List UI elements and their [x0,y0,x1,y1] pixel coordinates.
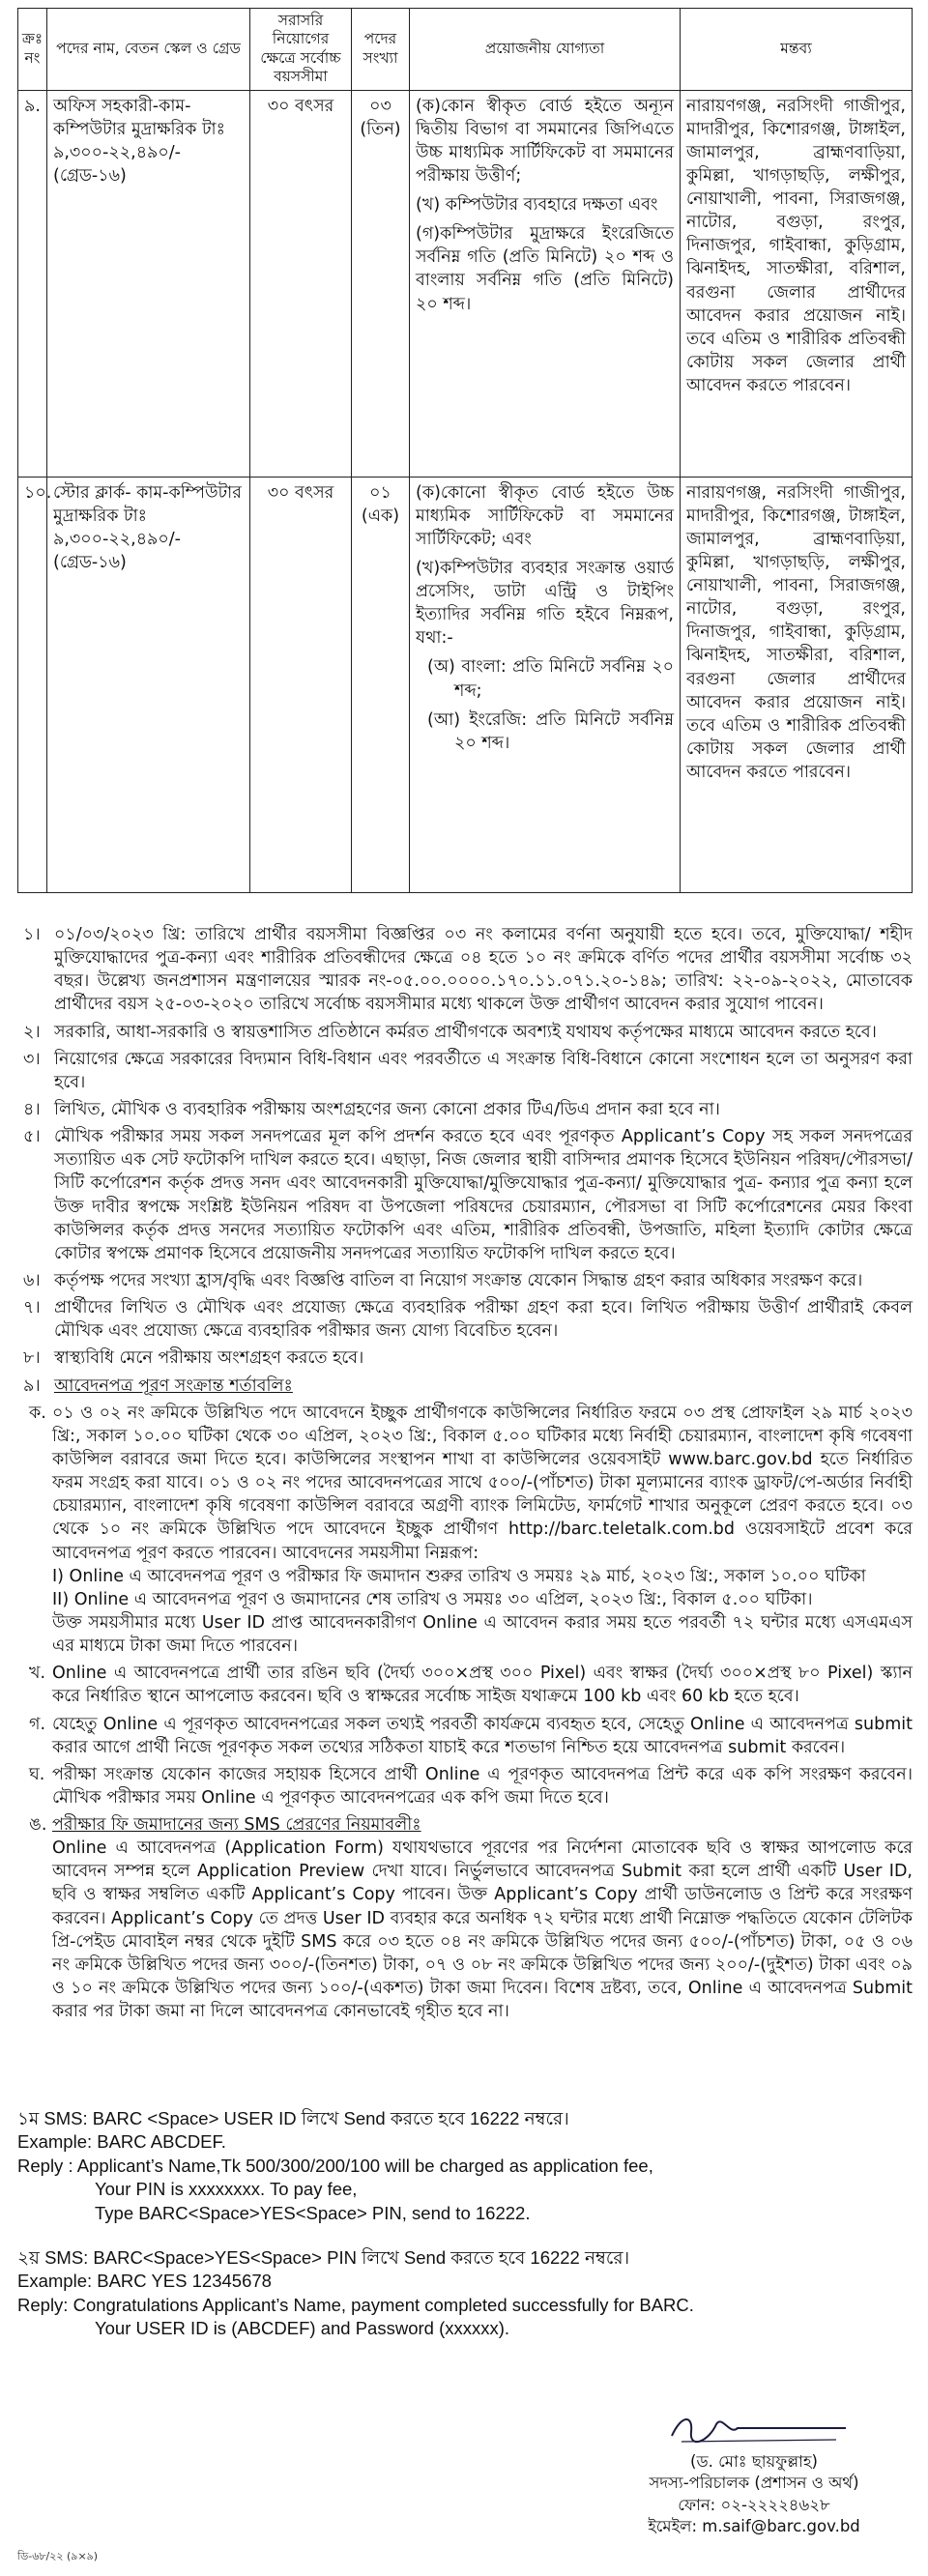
item-number: ৮। [23,1348,41,1369]
sms-second: ২য় SMS: BARC<Space>YES<Space> PIN লিখে Send করতে হবে 16222 নম্বরে। [17,2247,630,2269]
vacancy-table [17,8,913,893]
sub-item-title: পরীক্ষার ফি জমাদানের জন্য SMS প্রেরণের নিয়মাবলীঃ [52,1815,421,1836]
item-text: ০১/০৩/২০২৩ খ্রি: তারিখে প্রার্থীর বয়সসীমা বিজ্ঞপ্তির ০৩ নং কলামের বর্ণনা অনুযায়ী হতে হবে। তবে, মুক্তিযোদ্ধা/ শহীদ মুক্তিযোদ্ধাদের পুত্র-কন্যা এবং শারীরিক প্রতিবন্ধীদের ক্ষেত্রে ০৪ হতে ১০ নং ক্রমিকে বর্ণিত পদের প্রার্থীর বয়সসীমা সর্বোচ্চ ৩২ বছর। উল্লেখ্য জনপ্রশাসন মন্ত্রণালয়ের স্মারক নং-০৫.০০.০০০০.১৭০.১১.০৭১.২০-১৪৯; তারিখ: ২২-০৯-২০২২, মোতাবেক প্রার্থীদের বয়স ২৫-০৩-২০২০ তারিখে সর্বোচ্চ বয়সসীমার মধ্যে থাকলে উক্ত প্রার্থীগণ আবেদন করার সুযোগ পাবেন। [54,925,913,1015]
sub-item-text: যেহেতু Online এ পূরণকৃত আবেদনপত্রের সকল তথ্যই পরবর্তী কার্যক্রমে ব্যবহৃত হবে, সেহেতু Online এ আবেদনপত্র submit করার আগে প্রার্থী নিজে পূরণকৃত সকল তথ্যের সঠিকতা যাচাই করে শতভাগ নিশ্চিত হয়ে আবেদনপত্র submit করবেন। [52,1714,913,1757]
sub-item [14,1402,913,1659]
sms-first-reply: Reply : Applicant’s Name,Tk 500/300/200/100 will be charged as application fee, [17,2155,653,2176]
header-remarks: মন্তব্য [681,9,913,91]
row-remarks: নারায়ণগঞ্জ, নরসিংদী গাজীপুর, মাদারীপুর, কিশোরগঞ্জ, টাঙ্গাইল, জামালপুর, ব্রাহ্মণবাড়িয়া, কুমিল্লা, খাগড়াছড়ি, লক্ষীপুর, নোয়াখালী, পাবনা, সিরাজগঞ্জ, নাটোর, বগুড়া, রংপুর, দিনাজপুর, গাইবান্ধা, কুড়িগ্রাম, ঝিনাইদহ, সাতক্ষীরা, বরিশাল, বরগুনা জেলার প্রার্থীদের আবেদন করার প্রয়োজন নাই। তবে এতিম ও শারীরিক প্রতিবন্ধী কোটায় সকল জেলার প্রার্থী আবেদন করতে পারবেন। [681,90,913,477]
signatory-phone: ফোন: ০২-২২২২৪৬২৮ [678,2495,830,2514]
row-post-count [352,90,410,477]
sms-first: ১ম SMS: BARC <Space> USER ID লিখে Send করতে হবে 16222 নম্বরে। [17,2108,569,2128]
signatory-name: (ড. মোঃ ছায়ফুল্লাহ) [690,2452,818,2471]
handwritten-signature [652,2407,856,2449]
list-item [14,1346,913,1370]
item-text: নিয়োগের ক্ষেত্রে সরকারের বিদ্যমান বিধি-বিধান এবং পরবর্তীতে এ সংক্রান্ত বিধি-বিধানে কোনো সংশোধন হলে তা অনুসরণ করা হবে। [54,1049,913,1092]
row-age-limit: ৩০ বৎসর [250,90,352,477]
item-number: ৭। [23,1298,41,1318]
sms-second-reply: Reply: Congratulations Applicant’s Name, payment completed successfully for BARC. [17,2294,694,2315]
application-conditions [14,1375,913,1398]
row-post-name: অফিস সহকারী-কাম-কম্পিউটার মুদ্রাক্ষরিক টাঃ ৯,৩০০-২২,৪৯০/- (গ্রেড-১৬) [47,90,250,477]
sub-item-label: গ. [29,1714,46,1734]
list-item [14,923,913,1017]
sms-first-reply-type: Type BARC<Space>YES<Space> PIN, send to 16222. [95,2202,531,2223]
row-post-name: স্টোর ক্লার্ক- কাম-কম্পিউটার মুদ্রাক্ষরিক টাঃ ৯,৩০০-২২,৪৯০/- (গ্রেড-১৬) [47,477,250,892]
sub-item-label: ক. [29,1403,46,1423]
sub-item-body [52,1813,913,2023]
item-text: সরকারি, আধা-সরকারি ও স্বায়ত্তশাসিত প্রতিষ্ঠানে কর্মরত প্রার্থীগণকে অবশ্যই যথাযথ কর্তৃপক্ষের মাধ্যমে আবেদন করতে হবে। [54,1022,877,1042]
sub-item-text: ০১ ও ০২ নং ক্রমিকে উল্লিখিত পদে আবেদনে ইচ্ছুক প্রার্থীগণকে কাউন্সিলের নির্ধারিত ফরমে ০৩ প্রস্থ প্রোফাইল ২৯ মার্চ ২০২৩ খ্রি:, সকাল ১০.০০ ঘটিকা থেকে ৩০ এপ্রিল, ২০২৩ খ্রি:, বিকাল ৫.০০ ঘটিকার মধ্যে নির্বাহী চেয়ারম্যান, বাংলাদেশ কৃষি গবেষণা কাউন্সিল বরাবরে জমা দিতে হবে। কাউন্সিলের সংস্থাপন শাখা বা কাউন্সিলের ওয়েবসাইট www.barc.gov.bd হতে নির্ধারিত ফরম সংগ্রহ করা যাবে। ০১ ও ০২ নং পদের আবেদনপত্রের সাথে ৫০০/-(পাঁচশত) টাকা মূল্যমানের ব্যাংক ড্রাফট/পে-অর্ডার নির্বাহী চেয়ারম্যান, বাংলাদেশ কৃষি গবেষণা কাউন্সিল বরাবরে অগ্রণী ব্যাংক লিমিটেড, ফার্মগেট শাখার অনুকূলে প্রেরণ করতে হবে। ০৩ থেকে ১০ নং ক্রমিকে উল্লিখিত পদে আবেদনে ইচ্ছুক প্রার্থীগণ http://barc.teletalk.com.bd ওয়েবসাইটে প্রবেশ করে আবেদনপত্র পূরণ করতে পারবেন। আবেদনের সময়সীমা নিম্নরূপ: [52,1403,913,1563]
item-text: স্বাস্থ্যবিধি মেনে পরীক্ষায় অংশগ্রহণ করতে হবে। [54,1348,364,1369]
conditions-list [14,923,913,2027]
sub-item-text: পরীক্ষা সংক্রান্ত যেকোন কাজের সহায়ক হিসেবে প্রার্থী Online এ পূরণকৃত আবেদনপত্র প্রিন্ট করে এক কপি সংরক্ষণ করবেন। মৌখিক পরীক্ষার সময় Online এ পূরণকৃত আবেদনপত্রের এক কপি জমা দিতে হবে। [52,1764,913,1808]
table-header-row [18,9,913,91]
list-item [14,1296,913,1343]
sub-item-text: Online এ আবেদনপত্র (Application Form) যথাযথভাবে পূরণের পর নির্দেশনা মোতাবেক ছবি ও স্বাক্ষর আপলোড করে আবেদন সম্পন্ন হলে Application Preview দেখা যাবে। নির্ভুলভাবে আবেদনপত্র Submit করা হলে প্রার্থী একটি User ID, ছবি ও স্বাক্ষর সম্বলিত একটি Applicant’s Copy পাবেন। উক্ত Applicant’s Copy প্রার্থী ডাউনলোড ও প্রিন্ট করে সংরক্ষণ করবেন। Applicant’s Copy তে প্রদত্ত User ID ব্যবহার করে অনধিক ৭২ ঘন্টার মধ্যে প্রার্থী নিম্নোক্ত পদ্ধতিতে যেকোন টেলিটক প্রি-পেইড মোবাইল নম্বর থেকে দুইটি SMS করে ০৩ হতে ০৪ নং ক্রমিকে উল্লিখিত পদের জন্য ৫০০/-(পাঁচশত) টাকা, ০৫ ও ০৬ নং ক্রমিকে উল্লিখিত পদের জন্য ৩০০/-(তিনশত) টাকা, ০৭ ও ০৮ নং ক্রমিকে উল্লিখিত পদের জন্য ২০০/-(দুইশত) টাকা এবং ০৯ ও ১০ নং ক্রমিকে উল্লিখিত পদের জন্য ১০০/-(একশত) টাকা জমা দিবেন। বিশেষ দ্রষ্টব্য, তবে, Online এ আবেদনপত্র Submit করার পর টাকা জমা না দিলে আবেদনপত্র কোনভাবেই গৃহীত হবে না। [52,1838,913,2022]
sub-item-text: II) Online এ আবেদনপত্র পূরণ ও জমাদানের শেষ তারিখ ও সময়ঃ ৩০ এপ্রিল, ২০২৩ খ্রি:, বিকাল ৫.০০ ঘটিকা। [52,1589,813,1609]
row-sl: ১০. [18,477,47,892]
item-number: ৪। [23,1099,41,1119]
sms-first-reply-pin: Your PIN is xxxxxxxx. To pay fee, [95,2179,358,2200]
sms-first-example: Example: BARC ABCDEF. [17,2131,226,2153]
qualification-item: (খ) কম্পিউটার ব্যবহারে দক্ষতা এবং [416,195,658,216]
item-text: মৌখিক পরীক্ষার সময় সকল সনদপত্রের মূল কপি প্রদর্শন করতে হবে এবং পূরণকৃত Applicant’s Copy সহ সকল সনদপত্রের সত্যায়িত এক সেট ফটোকপি দাখিল করতে হবে। এছাড়া, নিজ জেলার স্থায়ী বাসিন্দার প্রমাণক হিসেবে ইউনিয়ন পরিষদ/পৌরসভা/সিটি কর্পোরেশন কর্তৃক প্রদত্ত সনদ এবং আবেদনকারী মুক্তিযোদ্ধা/মুক্তিযোদ্ধার পুত্র-কন্যা/ মুক্তিযোদ্ধার পুত্র- কন্যার পুত্র কন্যা হলে উক্ত দাবীর স্বপক্ষে সংশ্লিষ্ট ইউনিয়ন পরিষদ বা উপজেলা পরিষদের চেয়ারম্যান, পৌরসভা বা সিটি কর্পোরেশনের মেয়র কিংবা কাউন্সিলর কর্তৃক প্রদত্ত সনদের সত্যায়িত ফটোকপি এবং এতিম, শারীরিক প্রতিবন্ধী, উপজাতি, মহিলা ইত্যাদি কোটার ক্ষেত্রে কোটার স্বপক্ষে প্রমাণক হিসেবে প্রয়োজনীয় সনদপত্রের সত্যায়িত ফটোকপি দাখিল করতে হবে। [54,1127,914,1263]
sub-item-text: উক্ত সময়সীমার মধ্যে User ID প্রাপ্ত আবেদনকারীগণ Online এ আবেদন করার সময় হতে পরবর্তী ৭২ ঘন্টার মধ্যে এসএমএস এর মাধ্যমে টাকা জমা দিতে পারবেন। [52,1612,913,1657]
qualification-item: (খ)কম্পিউটার ব্যবহার সংক্রান্ত ওয়ার্ড প্রসেসিং, ডাটা এন্ট্রি ও টাইপিং ইত্যাদির সর্বনিম্ন গতি হইবে নিম্নরূপ, যথা:- [416,558,674,649]
table-row [18,477,913,892]
row-age-limit: ৩০ বৎসর [250,477,352,892]
list-item [14,1098,913,1121]
header-post-count: পদের সংখ্যা [352,9,410,91]
row-sl: ৯. [18,90,47,477]
row-qualification [410,477,681,892]
sms-instructions [17,2107,907,2341]
sub-item [14,1763,913,1809]
row-qualification [410,90,681,477]
item-text: লিখিত, মৌখিক ও ব্যবহারিক পরীক্ষায় অংশগ্রহণের জন্য কোনো প্রকার টিএ/ডিএ প্রদান করা হবে না। [54,1099,720,1119]
qualification-subitem: (আ) ইংরেজি: প্রতি মিনিটে সর্বনিম্ন ২০ শব্দ। [427,709,674,753]
post-count-number: ০৩ [369,96,392,116]
qualification-subitem: (অ) বাংলা: প্রতি মিনিটে সর্বনিম্ন ২০ শব্দ; [427,657,674,701]
header-qualification: প্রয়োজনীয় যোগ্যতা [410,9,681,91]
sub-item-label: খ. [29,1664,46,1684]
sub-item-body [52,1402,913,1659]
qualification-item: (ক)কোনো স্বীকৃত বোর্ড হইতে উচ্চ মাধ্যমিক সার্টিফিকেট বা সমমানের সার্টিফিকেট; এবং [416,482,674,549]
item-text: প্রার্থীদের লিখিত ও মৌখিক এবং প্রযোজ্য ক্ষেত্রে ব্যবহারিক পরীক্ষা গ্রহণ করা হবে। লিখিত পরীক্ষায় উত্তীর্ণ প্রার্থীরাই কেবল মৌখিক এবং প্রযোজ্য ক্ষেত্রে ব্যবহারিক পরীক্ষার জন্য যোগ্য বিবেচিত হবেন। [54,1298,913,1342]
list-item [14,1048,913,1094]
header-age-limit: সরাসরি নিয়োগের ক্ষেত্রে সর্বোচ্চ বয়সসীমা [250,9,352,91]
sub-item-text: Online এ আবেদনপত্রে প্রার্থী তার রঙিন ছবি (দৈর্ঘ্য ৩০০×প্রস্থ ৩০০ Pixel) এবং স্বাক্ষর (দৈর্ঘ্য ৩০০×প্রস্থ ৮০ Pixel) স্ক্যান করে নির্ধারিত স্থানে আপলোড করবেন। ছবি ও স্বাক্ষরের সর্বোচ্চ সাইজ যথাক্রমে 100 kb এবং 60 kb হতে হবে। [52,1664,913,1707]
sms-second-example: Example: BARC YES 12345678 [17,2271,272,2292]
list-item [14,1021,913,1044]
header-post-name: পদের নাম, বেতন স্কেল ও গ্রেড [47,9,250,91]
item-number: ৩। [23,1049,41,1069]
post-count-words: (এক) [361,506,400,526]
sub-item-label: ঙ. [29,1815,47,1836]
list-item [14,1269,913,1292]
row-post-count [352,477,410,892]
sub-item-text: I) Online এ আবেদনপত্র পূরণ ও পরীক্ষার ফি জমাদান শুরুর তারিখ ও সময়ঃ ২৯ মার্চ, ২০২৩ খ্রি:, সকাল ১০.০০ ঘটিকা [52,1566,866,1586]
post-count-words: (তিন) [360,119,401,139]
signatory-email: ইমেইল: m.saif@barc.gov.bd [648,2516,860,2535]
list-item [14,1125,913,1265]
signature-block [599,2407,909,2537]
row-remarks: নারায়ণগঞ্জ, নরসিংদী গাজীপুর, মাদারীপুর, কিশোরগঞ্জ, টাঙ্গাইল, জামালপুর, ব্রাহ্মণবাড়িয়া, কুমিল্লা, খাগড়াছড়ি, লক্ষীপুর, নোয়াখালী, পাবনা, সিরাজগঞ্জ, নাটোর, বগুড়া, রংপুর, দিনাজপুর, গাইবান্ধা, কুড়িগ্রাম, ঝিনাইদহ, সাতক্ষীরা, বরিশাল, বরগুনা জেলার প্রার্থীদের আবেদন করার প্রয়োজন নাই। তবে এতিম ও শারীরিক প্রতিবন্ধী কোটায় সকল জেলার প্রার্থী আবেদন করতে পারবেন। [681,477,913,892]
sub-item-label: ঘ. [29,1764,45,1784]
qualification-item: (ক)কোন স্বীকৃত বোর্ড হইতে অন্যূন দ্বিতীয় বিভাগ বা সমমানের জিপিএতে উচ্চ মাধ্যমিক সার্টিফিকেট বা সমমানের পরীক্ষায় উত্তীর্ণ; [416,96,674,186]
section-title: আবেদনপত্র পূরণ সংক্রান্ত শর্তাবলিঃ [54,1375,293,1396]
print-code: ডি-৬৮/২২ (৯×৯) [17,2550,99,2562]
qualification-item: (গ)কম্পিউটার মুদ্রাক্ষরে ইংরেজিতে সর্বনিম্ন গতি (প্রতি মিনিটে) ২০ শব্দ ও বাংলায় সর্বনিম্ন গতি (প্রতি মিনিটে) ২০ শব্দ। [416,224,674,314]
sub-item [14,1813,913,2023]
sms-second-reply-credentials: Your USER ID is (ABCDEF) and Password (xxxxxx). [95,2318,510,2339]
item-number: ৬। [23,1270,41,1290]
sub-item [14,1662,913,1708]
item-number: ৯। [23,1375,41,1396]
item-number: ৫। [23,1127,41,1147]
item-number: ১। [23,925,41,944]
item-text: কর্তৃপক্ষ পদের সংখ্যা হ্রাস/বৃদ্ধি এবং বিজ্ঞপ্তি বাতিল বা নিয়োগ সংক্রান্ত যেকোন সিদ্ধান্ত গ্রহণ করার অধিকার সংরক্ষণ করে। [54,1270,863,1290]
item-number: ২। [23,1022,41,1042]
post-count-number: ০১ [369,482,392,503]
signatory-designation: সদস্য-পরিচালক (প্রশাসন ও অর্থ) [649,2474,859,2493]
sub-item [14,1713,913,1759]
header-sl: ক্রঃ নং [18,9,47,91]
table-row [18,90,913,477]
